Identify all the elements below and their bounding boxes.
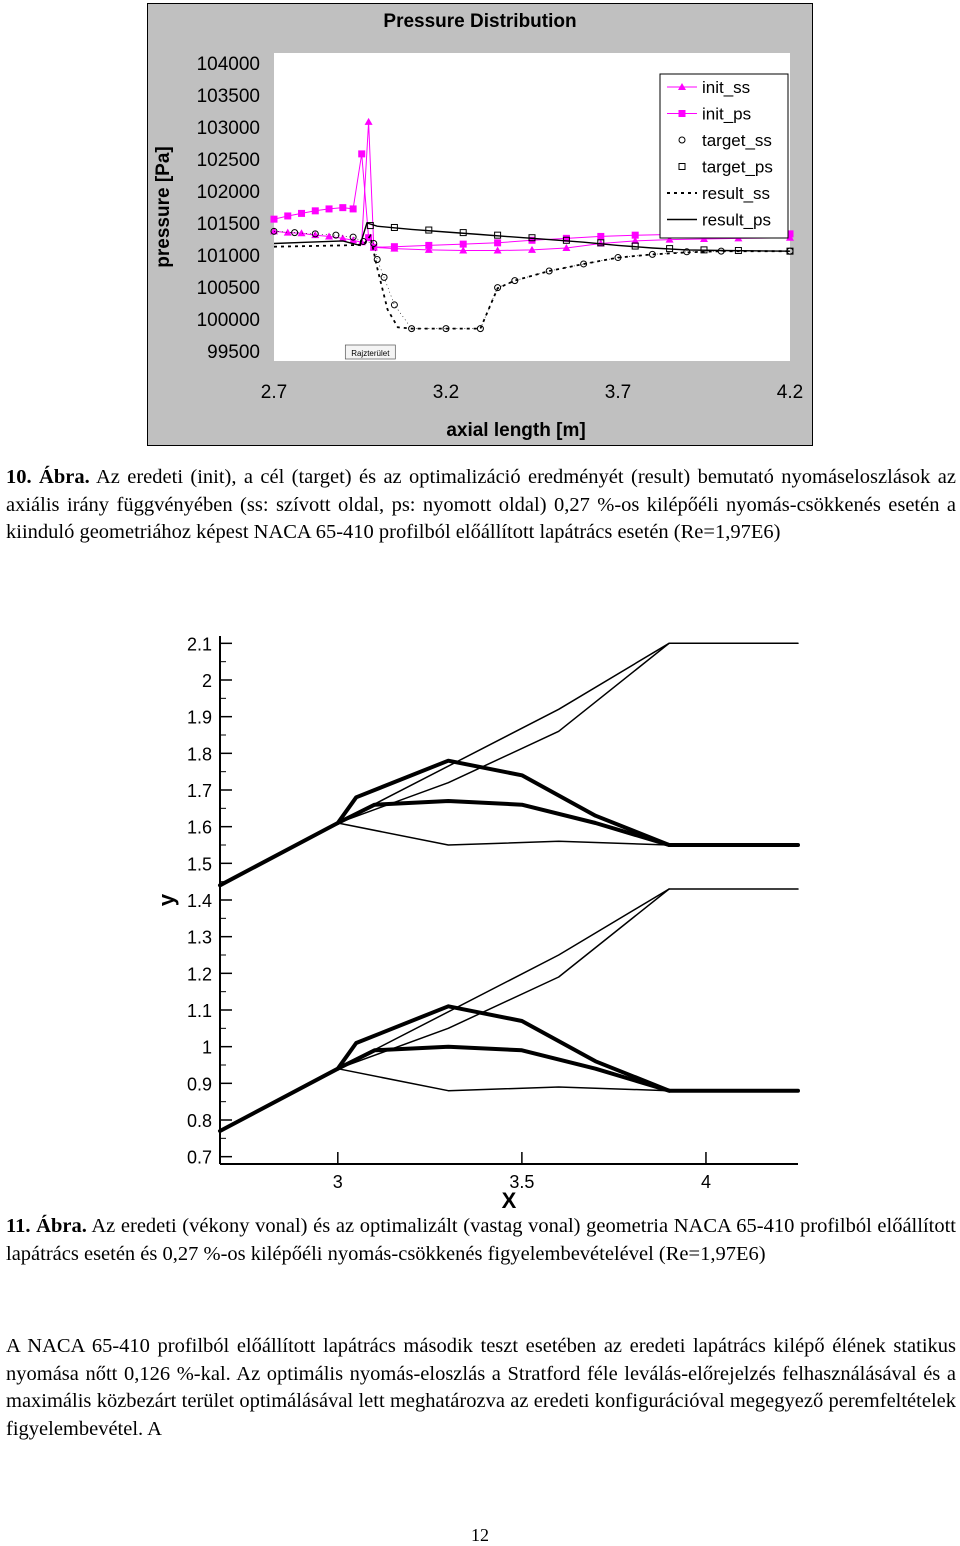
marker-square <box>494 239 501 246</box>
marker-square <box>679 110 686 117</box>
y-tick-label: 1 <box>201 1037 212 1058</box>
y-tick-label: 102500 <box>196 150 260 171</box>
y-tick-label: 104000 <box>196 54 260 75</box>
optimized-profile-line-8 <box>220 1006 798 1131</box>
x-tick-label: 3.5 <box>509 1172 535 1192</box>
y-tick-label: 1.6 <box>186 817 212 838</box>
marker-square <box>350 205 357 212</box>
annotation-label: Rajzterület <box>351 349 390 358</box>
figure-10-label: 10. Ábra. <box>6 466 90 488</box>
optimized-profile-line-3 <box>220 761 798 886</box>
y-tick-label: 1.8 <box>186 744 212 765</box>
y-tick-label: 100000 <box>196 310 260 331</box>
x-tick-label: 4 <box>700 1172 711 1192</box>
y-tick-label: 1.7 <box>186 781 212 801</box>
x-tick-label: 3.7 <box>604 382 632 403</box>
y-tick-label: 1.3 <box>186 927 212 948</box>
x-tick-label: 2.7 <box>260 382 288 403</box>
marker-square <box>298 210 305 217</box>
x-axis-label: axial length [m] <box>446 420 586 441</box>
y-tick-label: 102000 <box>196 182 260 203</box>
page-number: 12 <box>471 1525 489 1545</box>
figure-11-label: 11. Ábra. <box>6 1215 87 1237</box>
y-tick-label: 1.4 <box>186 891 212 911</box>
y-tick-label: 103500 <box>196 86 260 107</box>
marker-square <box>425 242 432 249</box>
y-tick-label: 103000 <box>196 118 260 139</box>
marker-square <box>597 233 604 240</box>
y-tick-label: 0.9 <box>186 1074 212 1095</box>
legend-label: init_ps <box>702 104 752 124</box>
original-profile-line-6 <box>338 889 669 1069</box>
marker-square <box>460 241 467 248</box>
y-axis-label: y <box>154 893 179 907</box>
y-tick-label: 2.1 <box>186 634 212 655</box>
legend-label: target_ps <box>702 157 773 177</box>
legend-label: result_ss <box>702 184 771 203</box>
blade-geometry-figure <box>154 628 804 1210</box>
y-tick-label: 0.7 <box>186 1147 212 1168</box>
y-tick-label: 1.2 <box>186 964 212 985</box>
figure-10-caption <box>6 464 956 547</box>
figure-11-caption-text: Az eredeti (vékony vonal) és az optimalizált (vastag vonal) geometria NACA 65-410 profilból előállított lapátrács esetén és 0,27 %-os kilépőéli nyomás-csökkenés figyelembevételével (Re=1,97E6) <box>6 1215 956 1265</box>
original-profile-line-5 <box>220 889 798 1131</box>
legend-label: result_ps <box>702 210 771 230</box>
y-tick-label: 1.1 <box>186 1001 212 1021</box>
x-axis-label: X <box>501 1188 517 1210</box>
pressure-chart-svg <box>148 4 812 445</box>
geometry-chart-svg <box>154 628 804 1210</box>
marker-square <box>358 150 365 157</box>
marker-square <box>271 216 278 223</box>
y-tick-label: 101500 <box>196 214 260 235</box>
y-tick-label: 1.5 <box>186 854 212 875</box>
body-paragraph: A NACA 65-410 profilból előállított lapátrács második teszt esetében az eredeti lapátrács kilépő élének statikus nyomása nőtt 0,126 %-kal. Az optimális nyomás-eloszlás a Stratford féle leválás-előrejelzés felhasználásával és a maximális közbezárt terület optimálásával lett meghatározva az eredeti konfigurációval megegyező peremfeltételek figyelembevétel. A <box>6 1335 956 1440</box>
legend <box>660 74 788 238</box>
x-tick-label: 3 <box>332 1172 343 1192</box>
original-profile-line-1 <box>338 643 669 823</box>
legend-label: init_ss <box>702 78 751 97</box>
original-profile-line-0 <box>220 643 798 885</box>
y-tick-label: 0.8 <box>186 1111 212 1131</box>
optimized-profile-line-4 <box>338 801 669 845</box>
y-tick-label: 2 <box>201 671 212 691</box>
x-tick-label: 3.2 <box>432 382 460 403</box>
marker-square <box>312 207 319 214</box>
y-axis-label: pressure [Pa] <box>153 146 174 268</box>
legend-label: target_ss <box>702 131 772 150</box>
y-tick-label: 1.9 <box>186 707 212 728</box>
marker-square <box>632 232 639 239</box>
marker-square <box>284 212 291 219</box>
x-tick-label: 4.2 <box>776 382 804 403</box>
marker-square <box>391 243 398 250</box>
marker-square <box>339 204 346 211</box>
figure-11-caption <box>6 1213 956 1268</box>
y-tick-label: 99500 <box>207 342 260 363</box>
chart-title: Pressure Distribution <box>383 11 577 32</box>
y-tick-label: 100500 <box>196 278 260 299</box>
y-tick-label: 101000 <box>196 246 260 267</box>
marker-square <box>326 205 333 212</box>
pressure-distribution-figure <box>147 3 813 446</box>
figure-10-caption-text: Az eredeti (init), a cél (target) és az optimalizáció eredményét (result) bemutató nyomáseloszlások az axiális irány függvényében (ss: szívott oldal, ps: nyomott oldal) 0,27 %-os kilépőéli nyomás-csökkenés esetén a kiinduló geometriához képest NACA 65-410 profilból előállított lapátrács esetén (Re=1,97E6) <box>6 466 956 543</box>
